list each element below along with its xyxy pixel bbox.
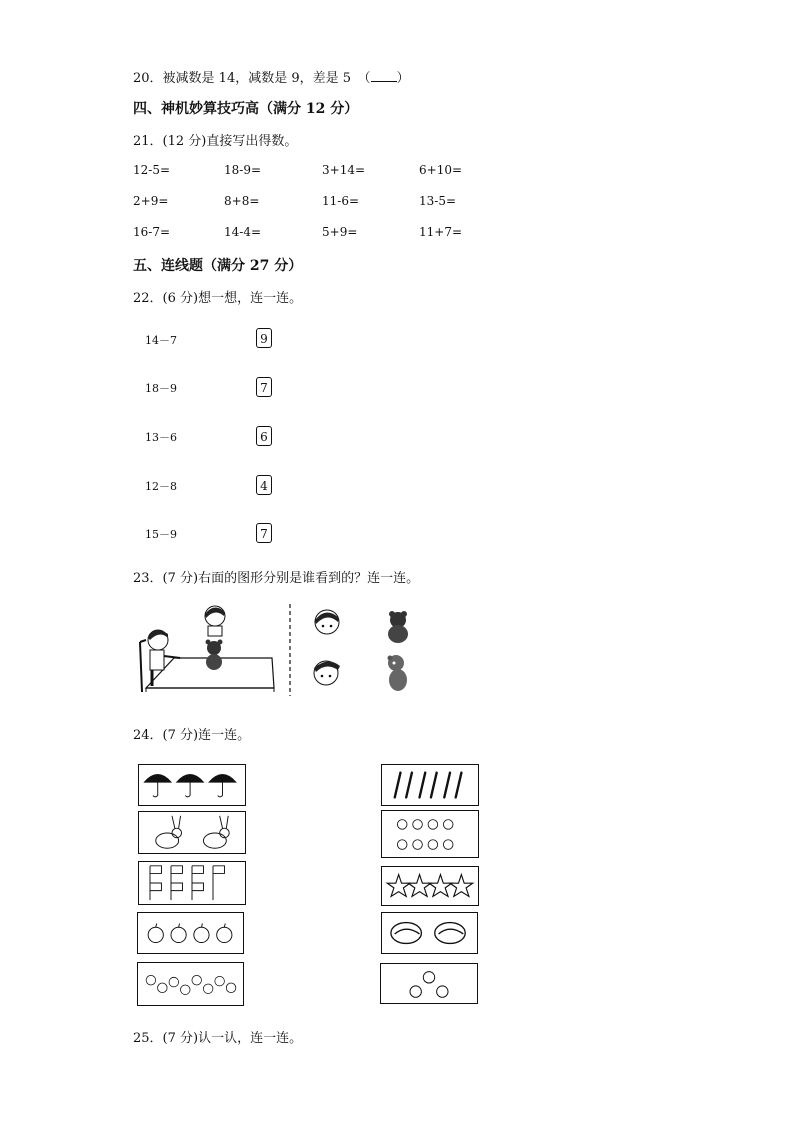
card-umbrellas[interactable] <box>138 764 246 806</box>
question-20 <box>133 67 410 86</box>
radish-icon <box>382 811 478 857</box>
calc-item: 16-7= <box>133 225 171 239</box>
calc-item: 6+10= <box>419 163 463 177</box>
card-apples[interactable] <box>137 912 244 954</box>
card-pens[interactable] <box>381 764 479 806</box>
expression: 15－9 <box>145 528 177 541</box>
answer-box[interactable]: 7 <box>256 377 272 397</box>
rabbit-icon <box>139 812 245 853</box>
calc-item: 5+9= <box>322 225 358 239</box>
card-rabbits[interactable] <box>138 811 246 854</box>
question-22-text: 22．(6 分)想一想，连一连。 <box>133 291 303 306</box>
question-20-close: ） <box>396 71 410 86</box>
answer-box[interactable]: 7 <box>256 523 272 543</box>
peach-icon <box>381 964 477 1003</box>
answer-box[interactable]: 9 <box>256 328 272 348</box>
question-20-text: 20．被减数是 14，减数是 9，差是 5 （ <box>133 71 371 86</box>
star-icon <box>382 867 478 905</box>
fish-icon <box>382 913 477 953</box>
expression: 18－9 <box>145 382 177 395</box>
answer-box[interactable]: 4 <box>256 475 272 495</box>
card-fish[interactable] <box>381 912 478 954</box>
calc-item: 18-9= <box>224 163 262 177</box>
expression: 13－6 <box>145 431 177 444</box>
expression: 12－8 <box>145 480 177 493</box>
card-peaches[interactable] <box>380 963 478 1004</box>
calc-item: 14-4= <box>224 225 262 239</box>
apple-icon <box>138 913 243 953</box>
expression: 14－7 <box>145 334 177 347</box>
question-23-text: 23．(7 分)右面的图形分别是谁看到的？连一连。 <box>133 571 420 586</box>
flag-icon <box>139 862 245 904</box>
question-25-text: 25．(7 分)认一认，连一连。 <box>133 1031 303 1046</box>
flower-icon <box>138 963 243 1005</box>
pen-icon <box>382 765 478 805</box>
card-stars[interactable] <box>381 866 479 906</box>
viewpoint-illustration <box>134 600 416 698</box>
card-flags[interactable] <box>138 861 246 905</box>
answer-box[interactable]: 6 <box>256 426 272 446</box>
calc-item: 13-5= <box>419 194 457 208</box>
umbrella-icon <box>139 765 245 805</box>
calc-item: 3+14= <box>322 163 366 177</box>
question-21-text: 21．(12 分)直接写出得数。 <box>133 134 298 149</box>
card-radishes[interactable] <box>381 810 479 858</box>
calc-item: 8+8= <box>224 194 260 208</box>
answer-blank[interactable] <box>371 69 397 82</box>
calc-item: 12-5= <box>133 163 171 177</box>
question-24-text: 24．(7 分)连一连。 <box>133 728 251 743</box>
card-flowers[interactable] <box>137 962 244 1006</box>
calc-item: 11+7= <box>419 225 463 239</box>
calc-item: 11-6= <box>322 194 360 208</box>
section-4-title: 四、神机妙算技巧高（满分 12 分） <box>133 101 359 117</box>
calc-item: 2+9= <box>133 194 169 208</box>
section-5-title: 五、连线题（满分 27 分） <box>133 258 303 274</box>
